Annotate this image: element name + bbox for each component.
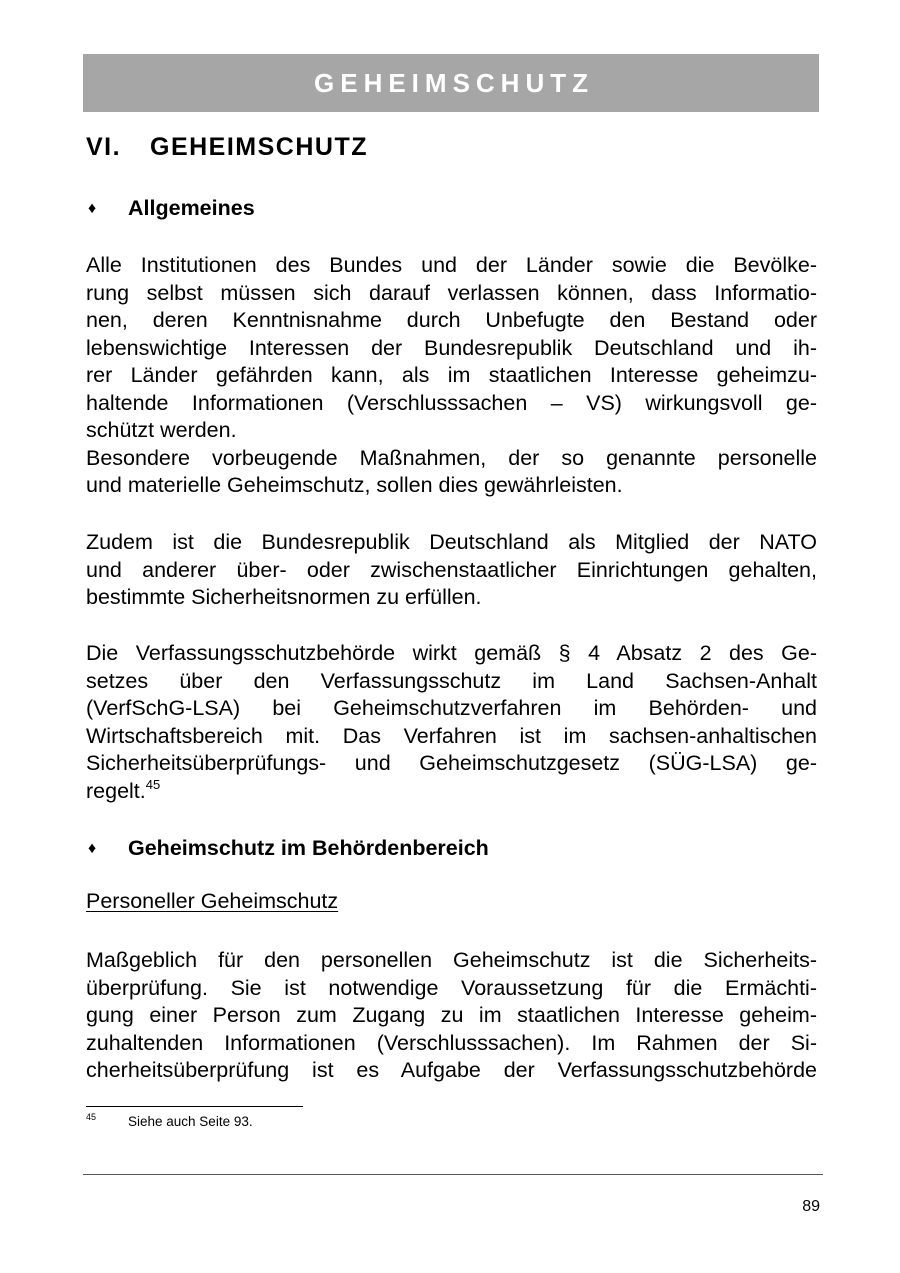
section-heading-allgemeines — [88, 196, 255, 221]
text-line: gung einer Person zum Zugang zu im staatlichen Interesse geheim- — [86, 1003, 817, 1027]
text-line: Maßgeblich für den personellen Geheimschutz ist die Sicherheits- — [86, 948, 817, 972]
text-line: haltende Informationen (Verschlusssachen – VS) wirkungsvoll ge- — [86, 390, 817, 415]
text-line: Alle Institutionen des Bundes und der Länder sowie die Bevölke- — [86, 253, 817, 277]
text-line: und anderer über- oder zwischenstaatlicher Einrichtungen gehalten, — [86, 557, 817, 582]
paragraph-verfassungsschutz — [86, 640, 817, 805]
text-line: schützt werden. — [86, 418, 237, 442]
text-line: rung selbst müssen sich darauf verlassen können, dass Informatio- — [86, 280, 817, 305]
footnote — [86, 1112, 253, 1129]
text-line: (VerfSchG-LSA) bei Geheimschutzverfahren im Behörden- und — [86, 696, 817, 720]
text-line: rer Länder gefährden kann, als im staatlichen Interesse geheimzu- — [86, 363, 817, 387]
paragraph-sicherheitsueberpruefung — [86, 947, 817, 1085]
footnote-divider — [86, 1106, 303, 1107]
paragraph-general — [86, 252, 817, 500]
section-heading-text: Allgemeines — [128, 196, 255, 220]
footnote-reference[interactable]: 45 — [145, 776, 161, 792]
diamond-bullet-icon: ♦ — [88, 840, 97, 857]
chapter-title-text: GEHEIMSCHUTZ — [150, 133, 368, 161]
text-line: Sicherheitsüberprüfungs- und Geheimschutzgesetz (SÜG-LSA) ge- — [86, 751, 817, 775]
section-heading-text: Geheimschutz im Behördenbereich — [128, 836, 489, 860]
text-line: cherheitsüberprüfung ist es Aufgabe der Verfassungsschutzbehörde — [86, 1058, 817, 1082]
text-line — [86, 778, 817, 806]
text-line: Zudem ist die Bundesrepublik Deutschland als Mitglied der NATO — [86, 530, 817, 554]
text-line: zuhaltenden Informationen (Verschlusssachen). Im Rahmen der Si- — [86, 1030, 817, 1055]
paragraph-nato — [86, 529, 817, 612]
footnote-text: Siehe auch Seite 93. — [128, 1114, 253, 1129]
text-line-end: regelt. — [86, 778, 146, 803]
text-line: überprüfung. Sie ist notwendige Voraussetzung für die Ermächti- — [86, 975, 817, 1000]
text-line: lebenswichtige Interessen der Bundesrepublik Deutschland und ih- — [86, 335, 817, 360]
chapter-title — [86, 133, 368, 162]
page-number: 89 — [802, 1198, 820, 1215]
page-footer-divider — [83, 1174, 823, 1175]
text-line: Die Verfassungsschutzbehörde wirkt gemäß § 4 Absatz 2 des Ge- — [86, 641, 817, 665]
diamond-bullet-icon: ♦ — [88, 200, 97, 217]
banner-title: GEHEIMSCHUTZ — [314, 67, 594, 98]
text-line: Wirtschaftsbereich mit. Das Verfahren ist im sachsen-anhaltischen — [86, 723, 817, 748]
footnote-number: 45 — [86, 1112, 97, 1122]
subheading-personeller-geheimschutz: Personeller Geheimschutz — [86, 889, 339, 913]
chapter-banner — [83, 54, 819, 112]
text-line: Besondere vorbeugende Maßnahmen, der so genannte personelle — [86, 445, 817, 470]
text-line: nen, deren Kenntnisnahme durch Unbefugte den Bestand oder — [86, 308, 817, 332]
chapter-number: VI. — [86, 133, 122, 161]
text-line: setzes über den Verfassungsschutz im Land Sachsen-Anhalt — [86, 668, 817, 693]
text-line: bestimmte Sicherheitsnormen zu erfüllen. — [86, 585, 482, 609]
section-heading-behoerdenbereich — [88, 836, 489, 861]
text-line: und materielle Geheimschutz, sollen dies gewährleisten. — [86, 473, 623, 497]
